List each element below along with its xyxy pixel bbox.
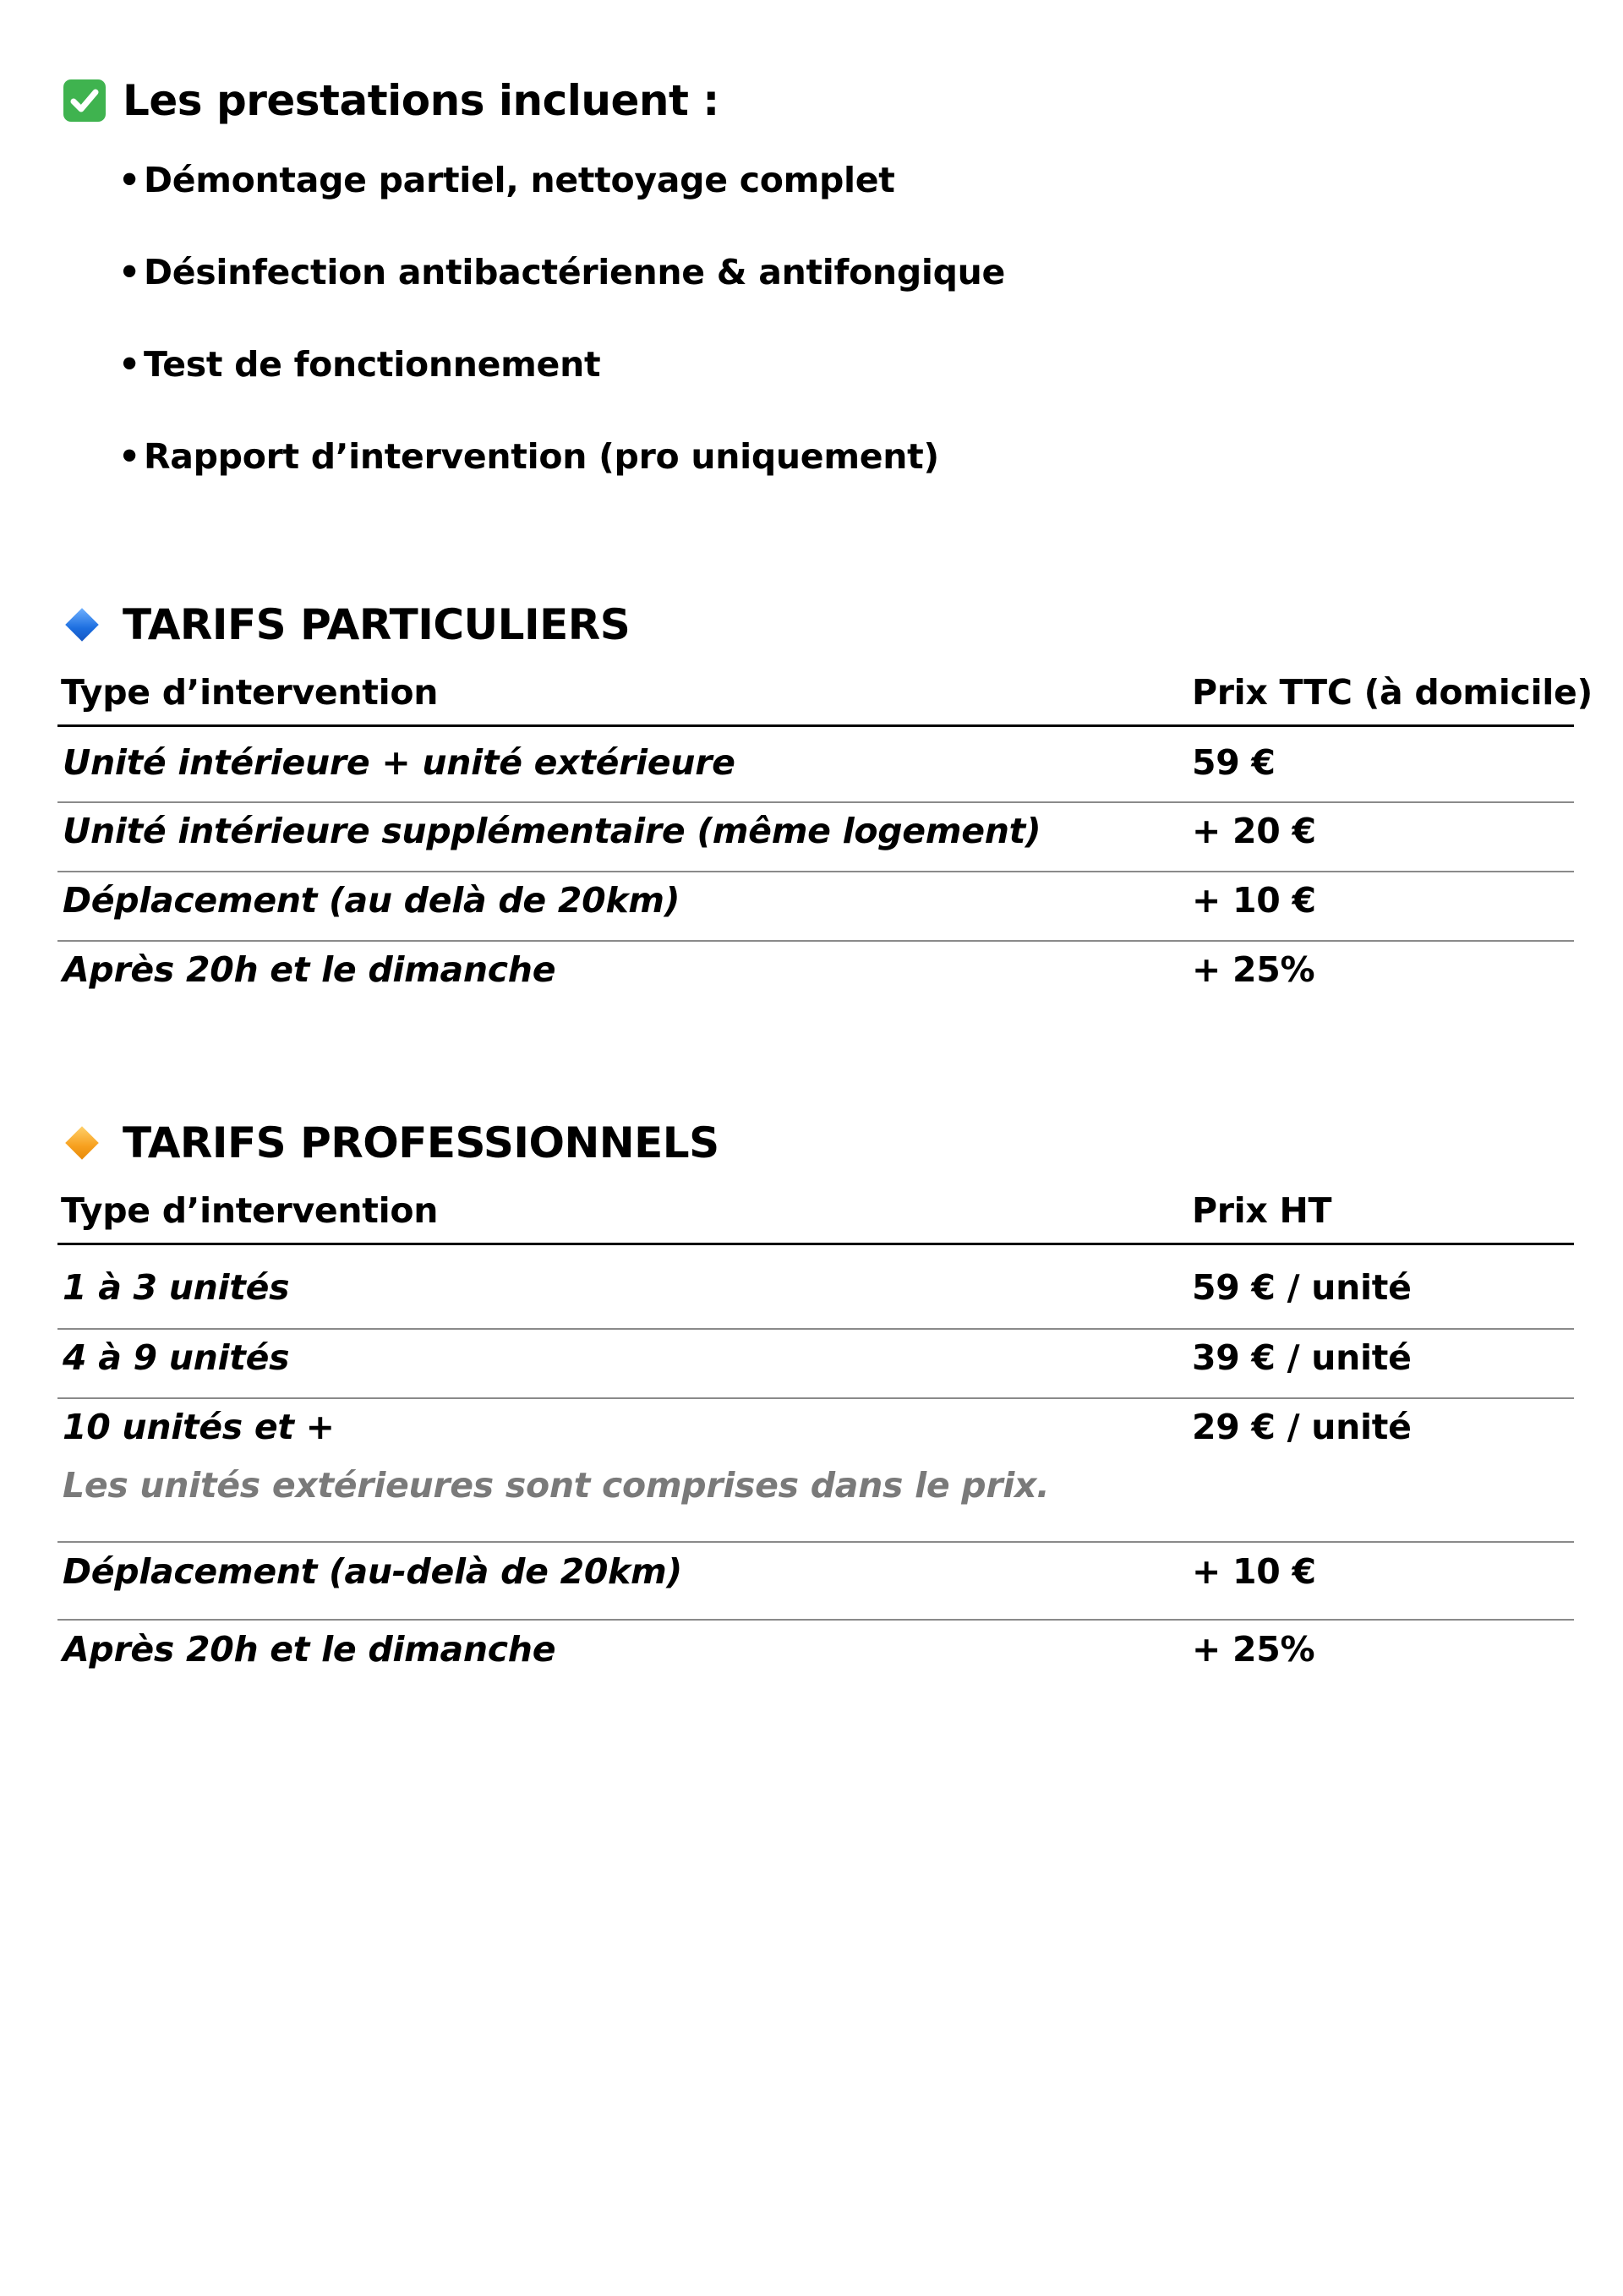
- table-row: [57, 1621, 1574, 1697]
- professionnels-title-text: TARIFS PROFESSIONNELS: [123, 1118, 719, 1167]
- professionnels-table: [57, 1190, 1574, 1697]
- row-price: 59 €: [1192, 742, 1276, 783]
- particuliers-table: [57, 672, 1593, 1009]
- blue-diamond-icon: [65, 608, 99, 642]
- row-type: Déplacement (au delà de 20km): [63, 880, 680, 921]
- row-type: 10 unités et +: [63, 1407, 335, 1447]
- row-price: + 20 €: [1192, 811, 1316, 851]
- row-type: 4 à 9 unités: [63, 1337, 290, 1378]
- table-row: [57, 1330, 1574, 1399]
- row-price: + 10 €: [1192, 880, 1316, 921]
- prestations-title: [63, 76, 719, 125]
- table-row: [57, 1399, 1574, 1543]
- column-header-type: Type d’intervention: [61, 672, 439, 713]
- row-price: 39 € / unité: [1192, 1337, 1412, 1378]
- column-header-type: Type d’intervention: [61, 1190, 439, 1231]
- table-row: [57, 1543, 1574, 1621]
- row-type: Unité intérieure supplémentaire (même logement): [63, 811, 1041, 851]
- table-row: [57, 872, 1574, 942]
- prestations-list: [118, 150, 1005, 519]
- prestations-title-text: Les prestations incluent :: [123, 76, 719, 125]
- column-header-price: Prix TTC (à domicile): [1192, 672, 1593, 713]
- list-item: •Désinfection antibactérienne & antifongique: [118, 252, 1006, 292]
- row-price: + 25%: [1192, 1629, 1315, 1670]
- row-type: 1 à 3 unités: [63, 1267, 290, 1308]
- row-price: 29 € / unité: [1192, 1407, 1412, 1447]
- table-row: [57, 803, 1574, 872]
- row-type: Après 20h et le dimanche: [63, 1629, 556, 1670]
- list-item: •Rapport d’intervention (pro uniquement): [118, 436, 939, 477]
- row-type: Déplacement (au-delà de 20km): [63, 1551, 682, 1592]
- row-price: + 25%: [1192, 949, 1315, 990]
- list-item: •Démontage partiel, nettoyage complet: [118, 160, 895, 200]
- list-item: •Test de fonctionnement: [118, 344, 601, 385]
- table-header: [57, 1190, 1574, 1245]
- table-row: [57, 942, 1574, 1009]
- row-type: Unité intérieure + unité extérieure: [63, 742, 735, 783]
- row-price: 59 € / unité: [1192, 1267, 1412, 1308]
- professionnels-title: [63, 1118, 719, 1167]
- check-mark-icon: [63, 79, 106, 122]
- particuliers-title-text: TARIFS PARTICULIERS: [123, 600, 631, 649]
- table-row: [57, 727, 1574, 803]
- particuliers-title: [63, 600, 630, 649]
- orange-diamond-icon: [65, 1126, 99, 1160]
- table-header: [57, 672, 1593, 727]
- table-row: [57, 1245, 1574, 1330]
- row-note: Les unités extérieures sont comprises dans le prix.: [63, 1465, 1050, 1506]
- row-price: + 10 €: [1192, 1551, 1316, 1592]
- row-type: Après 20h et le dimanche: [63, 949, 556, 990]
- column-header-price: Prix HT: [1192, 1190, 1332, 1231]
